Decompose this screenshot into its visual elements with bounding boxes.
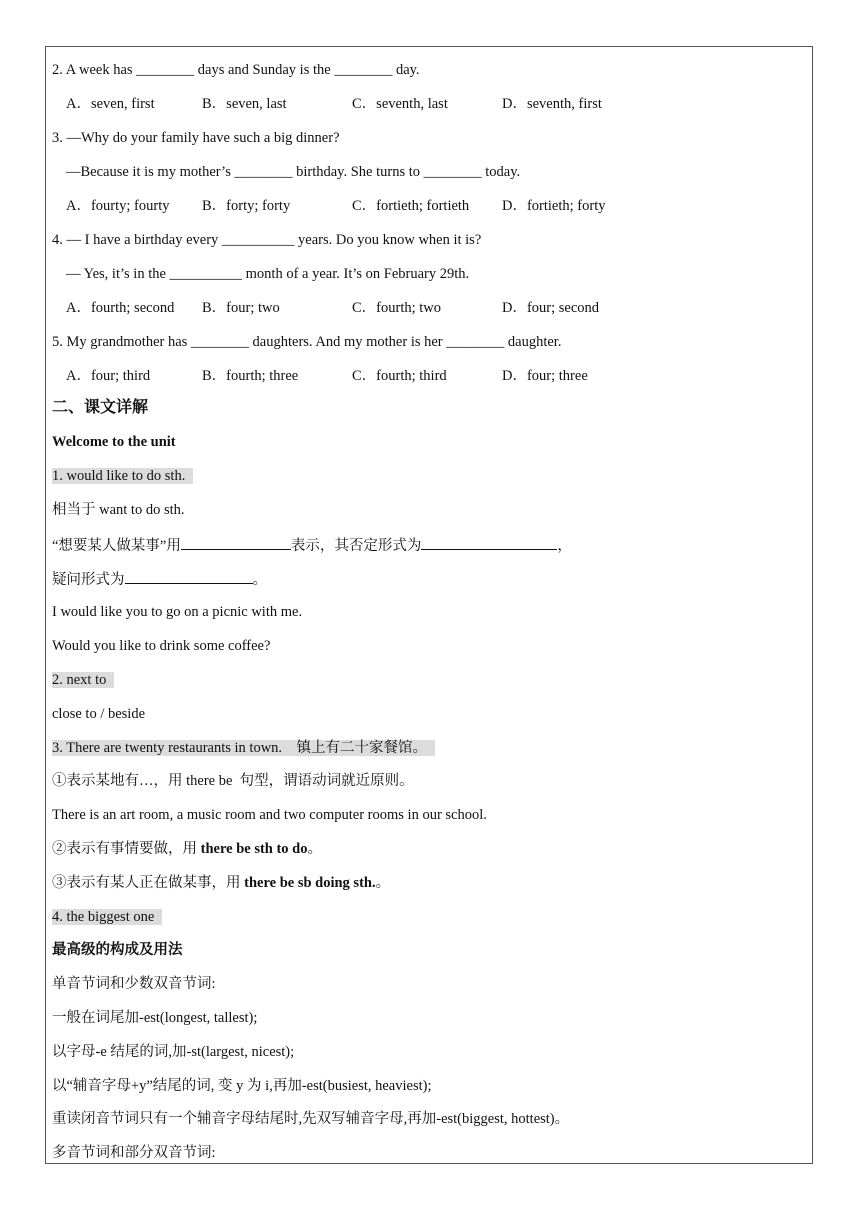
rule-3-end: 。 [375, 875, 391, 891]
superlative-rule-5: 重读闭音节词只有一个辅音字母结尾时,先双写辅音字母,再加-est(biggest, hottest)。 [52, 1111, 570, 1127]
question-4: 4. — I have a birthday every __________ years. Do you know when it is? [52, 232, 482, 248]
option-4b: B．four; two [202, 300, 280, 316]
option-2c: C．seventh, last [352, 96, 448, 112]
fill-text-3: ， [557, 538, 572, 554]
answer-blank-3 [125, 569, 253, 584]
point-1-example-1: I would like you to go on a picnic with me. [52, 604, 303, 620]
option-5b: B．fourth; three [202, 368, 299, 384]
point-3-heading-text: 3. There are twenty restaurants in town. 镇上有二十家餐馆。 [52, 740, 435, 756]
point-3-heading [52, 739, 435, 757]
point-3-example: There is an art room, a music room and two computer rooms in our school. [52, 807, 487, 823]
point-2-note: close to / beside [52, 706, 146, 722]
superlative-rule-4: 以“辅音字母+y”结尾的词, 变 y 为 i,再加-est(busiest, heaviest); [52, 1078, 432, 1094]
question-4-answer-line: — Yes, it’s in the __________ month of a year. It’s on February 29th. [66, 266, 470, 282]
option-3a: A．fourty; fourty [66, 198, 170, 214]
point-2-heading-text: 2. next to [52, 672, 114, 688]
superlative-title: 最高级的构成及用法 [52, 942, 183, 958]
superlative-rule-1: 单音节词和少数双音节词: [52, 976, 216, 992]
point-4-heading [52, 908, 162, 926]
point-1-heading [52, 467, 193, 485]
point-1-heading-text: 1. would like to do sth. [52, 468, 193, 484]
option-4a: A．fourth; second [66, 300, 175, 316]
question-3: 3. —Why do your family have such a big dinner? [52, 130, 340, 146]
question-3-answer-line: —Because it is my mother’s ________ birthday. She turns to ________ today. [66, 164, 521, 180]
point-1-example-2: Would you like to drink some coffee? [52, 638, 271, 654]
fill-text-2: 表示，其否定形式为 [290, 538, 422, 554]
point-4-heading-text: 4. the biggest one [52, 909, 162, 925]
option-2d: D．seventh, first [502, 96, 602, 112]
rule-2-pattern: there be sth to do [200, 841, 308, 857]
option-5c: C．fourth; third [352, 368, 447, 384]
fill-text-1: “想要某人做某事”用 [52, 538, 181, 554]
question-2: 2. A week has ________ days and Sunday is the ________ day. [52, 62, 420, 78]
option-3b: B．forty; forty [202, 198, 291, 214]
fill-text-5: 。 [252, 572, 267, 588]
rule-2-end: 。 [307, 841, 322, 857]
fill-text-4: 疑问形式为 [52, 572, 125, 588]
option-2a: A．seven, first [66, 96, 155, 112]
point-3-rule-3 [52, 874, 390, 892]
answer-blank-1 [181, 535, 291, 550]
superlative-rule-2: 一般在词尾加-est(longest, tallest); [52, 1010, 258, 1026]
option-3d: D．fortieth; forty [502, 198, 606, 214]
point-3-rule-2 [52, 840, 322, 858]
point-1-fill-line-2 [52, 569, 267, 589]
option-5d: D．four; three [502, 368, 588, 384]
option-3c: C．fortieth; fortieth [352, 198, 470, 214]
unit-title: Welcome to the unit [52, 434, 176, 450]
answer-blank-2 [421, 535, 557, 550]
section-title: 二、课文详解 [52, 399, 149, 416]
rule-3-pattern: there be sb doing sth. [244, 875, 376, 891]
point-3-rule-1: ①表示某地有…，用 there be 句型，谓语动词就近原则。 [52, 773, 414, 789]
point-1-note: 相当于 want to do sth. [52, 502, 185, 518]
point-1-fill-line [52, 535, 572, 555]
superlative-rule-6: 多音节词和部分双音节词: [52, 1145, 216, 1161]
option-4c: C．fourth; two [352, 300, 442, 316]
option-2b: B．seven, last [202, 96, 287, 112]
option-5a: A．four; third [66, 368, 151, 384]
superlative-rule-3: 以字母-e 结尾的词,加-st(largest, nicest); [52, 1044, 295, 1060]
point-2-heading [52, 671, 114, 689]
question-5: 5. My grandmother has ________ daughters. And my mother is her ________ daughter. [52, 334, 562, 350]
option-4d: D．four; second [502, 300, 600, 316]
rule-3-text: ③表示有某人正在做某事，用 [52, 875, 245, 891]
rule-2-text: ②表示有事情要做，用 [52, 841, 201, 857]
